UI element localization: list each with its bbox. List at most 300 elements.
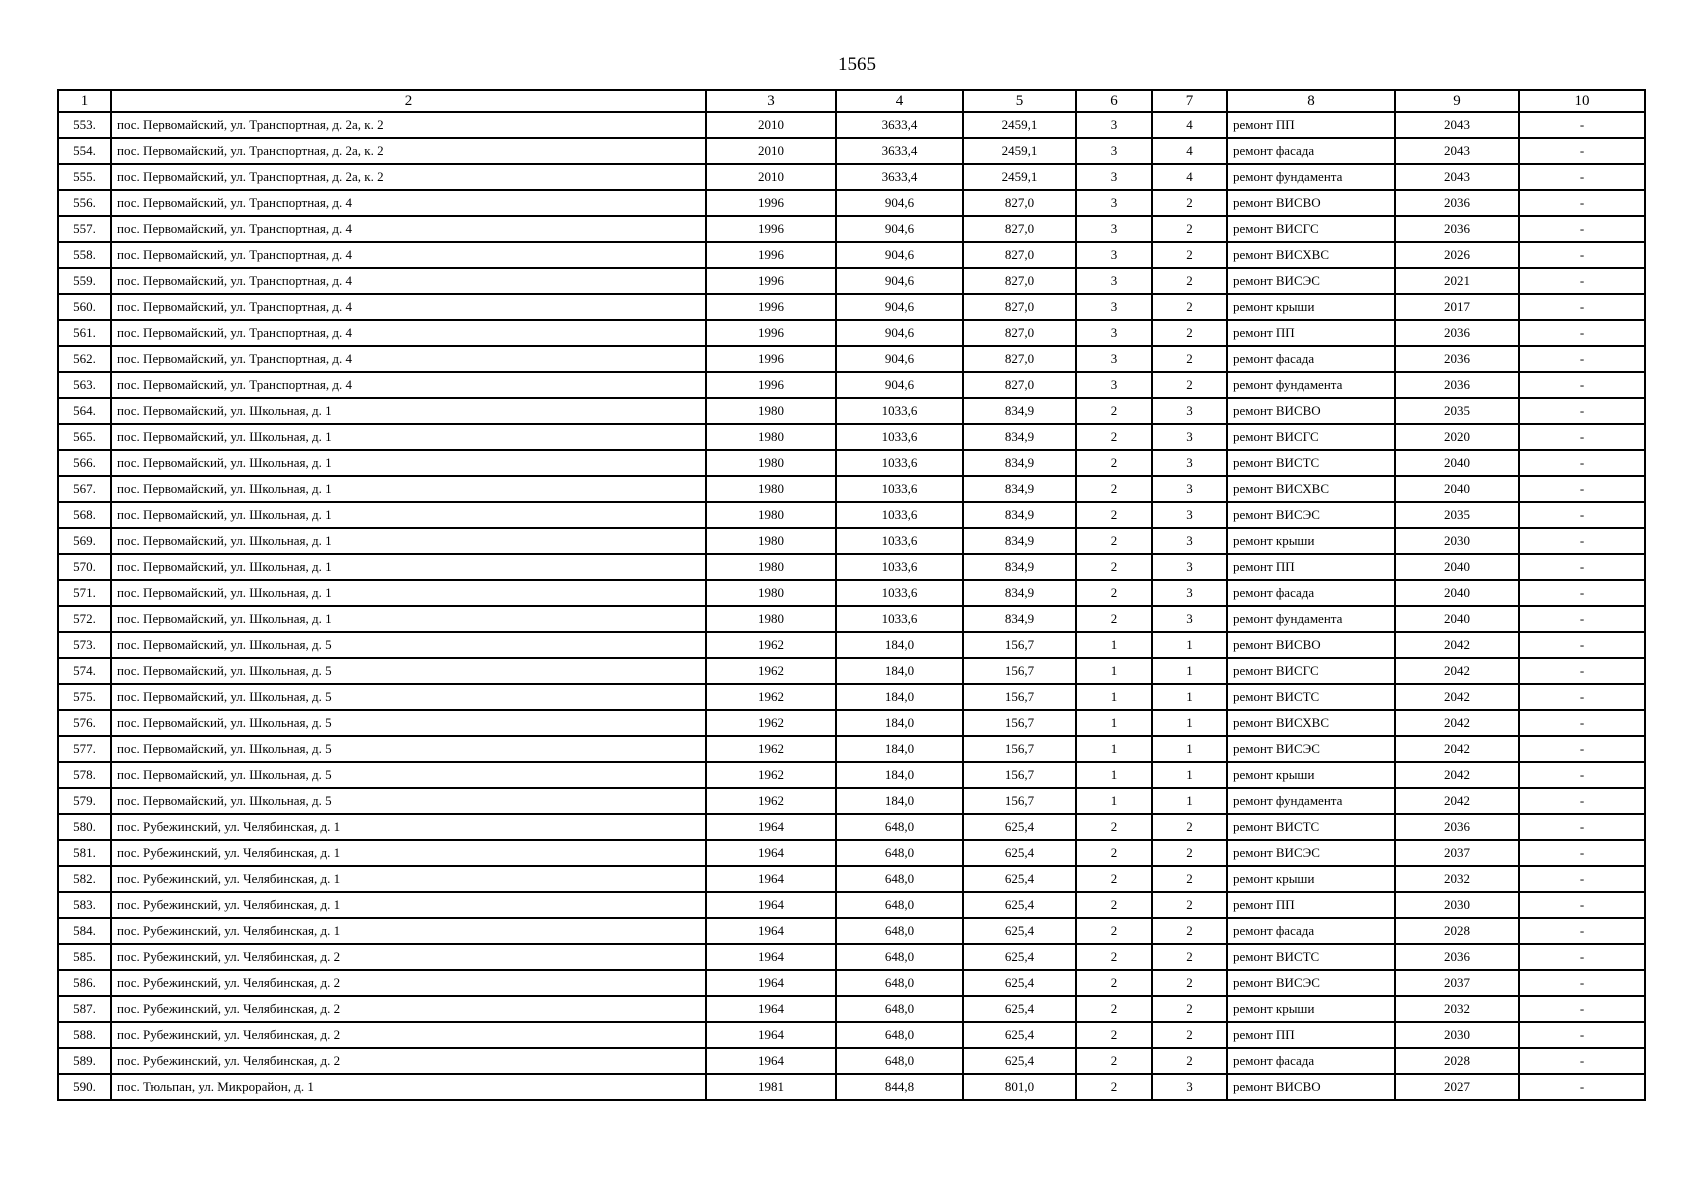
entrances-cell: 2 bbox=[1152, 242, 1227, 268]
row-number-cell: 560. bbox=[58, 294, 111, 320]
row-number-cell: 557. bbox=[58, 216, 111, 242]
planned-year-cell: 2042 bbox=[1395, 684, 1519, 710]
row-number-cell: 553. bbox=[58, 112, 111, 138]
row-number-cell: 581. bbox=[58, 840, 111, 866]
note-cell: - bbox=[1519, 424, 1645, 450]
column-header-8: 8 bbox=[1227, 90, 1395, 112]
address-cell: пос. Первомайский, ул. Школьная, д. 5 bbox=[111, 632, 706, 658]
total-area-cell: 1033,6 bbox=[836, 424, 963, 450]
floors-cell: 3 bbox=[1076, 268, 1152, 294]
total-area-cell: 1033,6 bbox=[836, 476, 963, 502]
note-cell: - bbox=[1519, 632, 1645, 658]
living-area-cell: 625,4 bbox=[963, 1022, 1076, 1048]
year-built-cell: 1981 bbox=[706, 1074, 836, 1100]
table-row bbox=[58, 346, 1645, 372]
work-type-cell: ремонт фасада bbox=[1227, 346, 1395, 372]
living-area-cell: 156,7 bbox=[963, 710, 1076, 736]
total-area-cell: 3633,4 bbox=[836, 112, 963, 138]
address-cell: пос. Первомайский, ул. Школьная, д. 1 bbox=[111, 528, 706, 554]
note-cell: - bbox=[1519, 320, 1645, 346]
year-built-cell: 1996 bbox=[706, 242, 836, 268]
row-number-cell: 562. bbox=[58, 346, 111, 372]
planned-year-cell: 2037 bbox=[1395, 970, 1519, 996]
note-cell: - bbox=[1519, 554, 1645, 580]
address-cell: пос. Рубежинский, ул. Челябинская, д. 1 bbox=[111, 814, 706, 840]
year-built-cell: 1964 bbox=[706, 1048, 836, 1074]
living-area-cell: 156,7 bbox=[963, 788, 1076, 814]
note-cell: - bbox=[1519, 1022, 1645, 1048]
total-area-cell: 184,0 bbox=[836, 710, 963, 736]
row-number-cell: 588. bbox=[58, 1022, 111, 1048]
address-cell: пос. Первомайский, ул. Транспортная, д. 2а, к. 2 bbox=[111, 164, 706, 190]
work-type-cell: ремонт крыши bbox=[1227, 528, 1395, 554]
total-area-cell: 648,0 bbox=[836, 1022, 963, 1048]
planned-year-cell: 2027 bbox=[1395, 1074, 1519, 1100]
address-cell: пос. Тюльпан, ул. Микрорайон, д. 1 bbox=[111, 1074, 706, 1100]
living-area-cell: 827,0 bbox=[963, 320, 1076, 346]
living-area-cell: 2459,1 bbox=[963, 112, 1076, 138]
entrances-cell: 3 bbox=[1152, 554, 1227, 580]
note-cell: - bbox=[1519, 242, 1645, 268]
year-built-cell: 1996 bbox=[706, 372, 836, 398]
entrances-cell: 3 bbox=[1152, 606, 1227, 632]
table-row bbox=[58, 294, 1645, 320]
table-row bbox=[58, 996, 1645, 1022]
table-row bbox=[58, 918, 1645, 944]
entrances-cell: 2 bbox=[1152, 840, 1227, 866]
planned-year-cell: 2043 bbox=[1395, 112, 1519, 138]
year-built-cell: 1996 bbox=[706, 294, 836, 320]
note-cell: - bbox=[1519, 164, 1645, 190]
planned-year-cell: 2036 bbox=[1395, 944, 1519, 970]
floors-cell: 2 bbox=[1076, 840, 1152, 866]
floors-cell: 2 bbox=[1076, 528, 1152, 554]
header-row bbox=[58, 90, 1645, 112]
living-area-cell: 834,9 bbox=[963, 450, 1076, 476]
work-type-cell: ремонт ВИСЭС bbox=[1227, 502, 1395, 528]
entrances-cell: 3 bbox=[1152, 476, 1227, 502]
table-row bbox=[58, 242, 1645, 268]
column-header-4: 4 bbox=[836, 90, 963, 112]
entrances-cell: 2 bbox=[1152, 320, 1227, 346]
column-header-7: 7 bbox=[1152, 90, 1227, 112]
total-area-cell: 3633,4 bbox=[836, 138, 963, 164]
total-area-cell: 184,0 bbox=[836, 736, 963, 762]
total-area-cell: 1033,6 bbox=[836, 450, 963, 476]
planned-year-cell: 2042 bbox=[1395, 632, 1519, 658]
note-cell: - bbox=[1519, 216, 1645, 242]
floors-cell: 2 bbox=[1076, 502, 1152, 528]
work-type-cell: ремонт фундамента bbox=[1227, 372, 1395, 398]
total-area-cell: 904,6 bbox=[836, 372, 963, 398]
floors-cell: 2 bbox=[1076, 1048, 1152, 1074]
living-area-cell: 625,4 bbox=[963, 918, 1076, 944]
note-cell: - bbox=[1519, 710, 1645, 736]
floors-cell: 2 bbox=[1076, 424, 1152, 450]
table-row bbox=[58, 658, 1645, 684]
table-row bbox=[58, 450, 1645, 476]
table-row bbox=[58, 736, 1645, 762]
row-number-cell: 577. bbox=[58, 736, 111, 762]
total-area-cell: 1033,6 bbox=[836, 580, 963, 606]
address-cell: пос. Первомайский, ул. Транспортная, д. 4 bbox=[111, 372, 706, 398]
table-row bbox=[58, 190, 1645, 216]
planned-year-cell: 2037 bbox=[1395, 840, 1519, 866]
work-type-cell: ремонт ВИСВО bbox=[1227, 1074, 1395, 1100]
table-row bbox=[58, 970, 1645, 996]
entrances-cell: 1 bbox=[1152, 788, 1227, 814]
floors-cell: 2 bbox=[1076, 1074, 1152, 1100]
total-area-cell: 1033,6 bbox=[836, 554, 963, 580]
address-cell: пос. Рубежинский, ул. Челябинская, д. 2 bbox=[111, 1022, 706, 1048]
column-header-10: 10 bbox=[1519, 90, 1645, 112]
floors-cell: 3 bbox=[1076, 242, 1152, 268]
total-area-cell: 648,0 bbox=[836, 814, 963, 840]
floors-cell: 3 bbox=[1076, 320, 1152, 346]
work-type-cell: ремонт крыши bbox=[1227, 294, 1395, 320]
address-cell: пос. Первомайский, ул. Школьная, д. 1 bbox=[111, 580, 706, 606]
table-row bbox=[58, 372, 1645, 398]
note-cell: - bbox=[1519, 684, 1645, 710]
planned-year-cell: 2030 bbox=[1395, 892, 1519, 918]
planned-year-cell: 2040 bbox=[1395, 554, 1519, 580]
planned-year-cell: 2026 bbox=[1395, 242, 1519, 268]
planned-year-cell: 2040 bbox=[1395, 606, 1519, 632]
planned-year-cell: 2035 bbox=[1395, 502, 1519, 528]
living-area-cell: 156,7 bbox=[963, 736, 1076, 762]
table-row bbox=[58, 398, 1645, 424]
entrances-cell: 4 bbox=[1152, 112, 1227, 138]
table-row bbox=[58, 840, 1645, 866]
note-cell: - bbox=[1519, 294, 1645, 320]
column-header-1: 1 bbox=[58, 90, 111, 112]
total-area-cell: 904,6 bbox=[836, 346, 963, 372]
row-number-cell: 554. bbox=[58, 138, 111, 164]
planned-year-cell: 2036 bbox=[1395, 320, 1519, 346]
total-area-cell: 648,0 bbox=[836, 944, 963, 970]
living-area-cell: 834,9 bbox=[963, 502, 1076, 528]
entrances-cell: 2 bbox=[1152, 866, 1227, 892]
work-type-cell: ремонт ВИСЭС bbox=[1227, 840, 1395, 866]
table-row bbox=[58, 476, 1645, 502]
table-row bbox=[58, 632, 1645, 658]
total-area-cell: 1033,6 bbox=[836, 398, 963, 424]
entrances-cell: 2 bbox=[1152, 346, 1227, 372]
row-number-cell: 583. bbox=[58, 892, 111, 918]
work-type-cell: ремонт ПП bbox=[1227, 112, 1395, 138]
entrances-cell: 1 bbox=[1152, 736, 1227, 762]
floors-cell: 2 bbox=[1076, 554, 1152, 580]
note-cell: - bbox=[1519, 398, 1645, 424]
year-built-cell: 1964 bbox=[706, 970, 836, 996]
living-area-cell: 827,0 bbox=[963, 216, 1076, 242]
row-number-cell: 590. bbox=[58, 1074, 111, 1100]
floors-cell: 1 bbox=[1076, 762, 1152, 788]
living-area-cell: 834,9 bbox=[963, 424, 1076, 450]
living-area-cell: 827,0 bbox=[963, 268, 1076, 294]
table-row bbox=[58, 1022, 1645, 1048]
row-number-cell: 570. bbox=[58, 554, 111, 580]
total-area-cell: 904,6 bbox=[836, 242, 963, 268]
total-area-cell: 904,6 bbox=[836, 216, 963, 242]
planned-year-cell: 2036 bbox=[1395, 216, 1519, 242]
table-row bbox=[58, 788, 1645, 814]
table-row bbox=[58, 866, 1645, 892]
row-number-cell: 564. bbox=[58, 398, 111, 424]
planned-year-cell: 2036 bbox=[1395, 346, 1519, 372]
entrances-cell: 3 bbox=[1152, 398, 1227, 424]
floors-cell: 2 bbox=[1076, 918, 1152, 944]
work-type-cell: ремонт ПП bbox=[1227, 320, 1395, 346]
year-built-cell: 1980 bbox=[706, 450, 836, 476]
year-built-cell: 2010 bbox=[706, 138, 836, 164]
page-number: 1565 bbox=[838, 54, 876, 75]
planned-year-cell: 2028 bbox=[1395, 1048, 1519, 1074]
planned-year-cell: 2036 bbox=[1395, 372, 1519, 398]
entrances-cell: 2 bbox=[1152, 268, 1227, 294]
floors-cell: 1 bbox=[1076, 658, 1152, 684]
year-built-cell: 1980 bbox=[706, 502, 836, 528]
living-area-cell: 625,4 bbox=[963, 814, 1076, 840]
entrances-cell: 2 bbox=[1152, 216, 1227, 242]
total-area-cell: 904,6 bbox=[836, 268, 963, 294]
address-cell: пос. Первомайский, ул. Школьная, д. 1 bbox=[111, 606, 706, 632]
year-built-cell: 1996 bbox=[706, 320, 836, 346]
row-number-cell: 571. bbox=[58, 580, 111, 606]
year-built-cell: 1964 bbox=[706, 814, 836, 840]
work-type-cell: ремонт фасада bbox=[1227, 580, 1395, 606]
planned-year-cell: 2042 bbox=[1395, 736, 1519, 762]
work-type-cell: ремонт ВИСТС bbox=[1227, 450, 1395, 476]
year-built-cell: 1980 bbox=[706, 398, 836, 424]
table-row bbox=[58, 138, 1645, 164]
address-cell: пос. Первомайский, ул. Транспортная, д. 4 bbox=[111, 216, 706, 242]
table-row bbox=[58, 1074, 1645, 1100]
note-cell: - bbox=[1519, 866, 1645, 892]
living-area-cell: 625,4 bbox=[963, 944, 1076, 970]
living-area-cell: 834,9 bbox=[963, 476, 1076, 502]
note-cell: - bbox=[1519, 996, 1645, 1022]
work-type-cell: ремонт ВИСЭС bbox=[1227, 736, 1395, 762]
work-type-cell: ремонт ВИСТС bbox=[1227, 684, 1395, 710]
note-cell: - bbox=[1519, 450, 1645, 476]
entrances-cell: 2 bbox=[1152, 814, 1227, 840]
row-number-cell: 566. bbox=[58, 450, 111, 476]
note-cell: - bbox=[1519, 814, 1645, 840]
work-type-cell: ремонт фасада bbox=[1227, 918, 1395, 944]
address-cell: пос. Рубежинский, ул. Челябинская, д. 2 bbox=[111, 944, 706, 970]
table-body bbox=[58, 112, 1645, 1100]
living-area-cell: 834,9 bbox=[963, 554, 1076, 580]
row-number-cell: 582. bbox=[58, 866, 111, 892]
total-area-cell: 904,6 bbox=[836, 294, 963, 320]
note-cell: - bbox=[1519, 736, 1645, 762]
year-built-cell: 2010 bbox=[706, 164, 836, 190]
living-area-cell: 834,9 bbox=[963, 528, 1076, 554]
total-area-cell: 904,6 bbox=[836, 190, 963, 216]
work-type-cell: ремонт фундамента bbox=[1227, 788, 1395, 814]
note-cell: - bbox=[1519, 372, 1645, 398]
address-cell: пос. Рубежинский, ул. Челябинская, д. 2 bbox=[111, 970, 706, 996]
address-cell: пос. Первомайский, ул. Транспортная, д. 2а, к. 2 bbox=[111, 112, 706, 138]
entrances-cell: 3 bbox=[1152, 502, 1227, 528]
planned-year-cell: 2042 bbox=[1395, 762, 1519, 788]
planned-year-cell: 2040 bbox=[1395, 476, 1519, 502]
work-type-cell: ремонт ВИСГС bbox=[1227, 424, 1395, 450]
year-built-cell: 1996 bbox=[706, 190, 836, 216]
entrances-cell: 4 bbox=[1152, 138, 1227, 164]
address-cell: пос. Первомайский, ул. Транспортная, д. 4 bbox=[111, 268, 706, 294]
year-built-cell: 1964 bbox=[706, 944, 836, 970]
address-cell: пос. Первомайский, ул. Школьная, д. 5 bbox=[111, 736, 706, 762]
row-number-cell: 584. bbox=[58, 918, 111, 944]
table-row bbox=[58, 606, 1645, 632]
note-cell: - bbox=[1519, 970, 1645, 996]
address-cell: пос. Рубежинский, ул. Челябинская, д. 2 bbox=[111, 1048, 706, 1074]
floors-cell: 2 bbox=[1076, 606, 1152, 632]
address-cell: пос. Первомайский, ул. Транспортная, д. 4 bbox=[111, 190, 706, 216]
floors-cell: 3 bbox=[1076, 112, 1152, 138]
row-number-cell: 555. bbox=[58, 164, 111, 190]
planned-year-cell: 2032 bbox=[1395, 996, 1519, 1022]
year-built-cell: 1980 bbox=[706, 606, 836, 632]
work-type-cell: ремонт фасада bbox=[1227, 138, 1395, 164]
entrances-cell: 3 bbox=[1152, 1074, 1227, 1100]
address-cell: пос. Рубежинский, ул. Челябинская, д. 1 bbox=[111, 918, 706, 944]
year-built-cell: 1980 bbox=[706, 554, 836, 580]
row-number-cell: 572. bbox=[58, 606, 111, 632]
living-area-cell: 156,7 bbox=[963, 658, 1076, 684]
floors-cell: 3 bbox=[1076, 346, 1152, 372]
total-area-cell: 184,0 bbox=[836, 684, 963, 710]
work-type-cell: ремонт крыши bbox=[1227, 996, 1395, 1022]
planned-year-cell: 2036 bbox=[1395, 814, 1519, 840]
table-row bbox=[58, 112, 1645, 138]
table-row bbox=[58, 268, 1645, 294]
work-type-cell: ремонт крыши bbox=[1227, 762, 1395, 788]
address-cell: пос. Первомайский, ул. Школьная, д. 1 bbox=[111, 476, 706, 502]
planned-year-cell: 2035 bbox=[1395, 398, 1519, 424]
total-area-cell: 904,6 bbox=[836, 320, 963, 346]
living-area-cell: 827,0 bbox=[963, 372, 1076, 398]
planned-year-cell: 2040 bbox=[1395, 580, 1519, 606]
note-cell: - bbox=[1519, 840, 1645, 866]
work-type-cell: ремонт крыши bbox=[1227, 866, 1395, 892]
living-area-cell: 625,4 bbox=[963, 1048, 1076, 1074]
row-number-cell: 563. bbox=[58, 372, 111, 398]
living-area-cell: 2459,1 bbox=[963, 164, 1076, 190]
address-cell: пос. Первомайский, ул. Школьная, д. 5 bbox=[111, 710, 706, 736]
repair-registry-table bbox=[57, 89, 1646, 1101]
address-cell: пос. Первомайский, ул. Школьная, д. 5 bbox=[111, 684, 706, 710]
living-area-cell: 801,0 bbox=[963, 1074, 1076, 1100]
planned-year-cell: 2017 bbox=[1395, 294, 1519, 320]
floors-cell: 3 bbox=[1076, 294, 1152, 320]
living-area-cell: 834,9 bbox=[963, 398, 1076, 424]
table-header bbox=[58, 90, 1645, 112]
table-row bbox=[58, 424, 1645, 450]
entrances-cell: 3 bbox=[1152, 580, 1227, 606]
total-area-cell: 184,0 bbox=[836, 762, 963, 788]
year-built-cell: 1996 bbox=[706, 346, 836, 372]
floors-cell: 1 bbox=[1076, 710, 1152, 736]
living-area-cell: 625,4 bbox=[963, 866, 1076, 892]
year-built-cell: 1962 bbox=[706, 684, 836, 710]
floors-cell: 2 bbox=[1076, 450, 1152, 476]
total-area-cell: 1033,6 bbox=[836, 606, 963, 632]
work-type-cell: ремонт ВИСХВС bbox=[1227, 242, 1395, 268]
year-built-cell: 1980 bbox=[706, 424, 836, 450]
row-number-cell: 559. bbox=[58, 268, 111, 294]
planned-year-cell: 2043 bbox=[1395, 138, 1519, 164]
column-header-6: 6 bbox=[1076, 90, 1152, 112]
year-built-cell: 1964 bbox=[706, 996, 836, 1022]
total-area-cell: 648,0 bbox=[836, 840, 963, 866]
total-area-cell: 648,0 bbox=[836, 1048, 963, 1074]
row-number-cell: 565. bbox=[58, 424, 111, 450]
entrances-cell: 4 bbox=[1152, 164, 1227, 190]
living-area-cell: 827,0 bbox=[963, 294, 1076, 320]
work-type-cell: ремонт ВИСГС bbox=[1227, 658, 1395, 684]
entrances-cell: 2 bbox=[1152, 1048, 1227, 1074]
planned-year-cell: 2030 bbox=[1395, 1022, 1519, 1048]
floors-cell: 3 bbox=[1076, 190, 1152, 216]
note-cell: - bbox=[1519, 190, 1645, 216]
table-row bbox=[58, 762, 1645, 788]
note-cell: - bbox=[1519, 658, 1645, 684]
entrances-cell: 2 bbox=[1152, 892, 1227, 918]
row-number-cell: 579. bbox=[58, 788, 111, 814]
table-row bbox=[58, 892, 1645, 918]
floors-cell: 2 bbox=[1076, 1022, 1152, 1048]
total-area-cell: 844,8 bbox=[836, 1074, 963, 1100]
address-cell: пос. Первомайский, ул. Школьная, д. 1 bbox=[111, 450, 706, 476]
entrances-cell: 1 bbox=[1152, 762, 1227, 788]
note-cell: - bbox=[1519, 346, 1645, 372]
planned-year-cell: 2020 bbox=[1395, 424, 1519, 450]
entrances-cell: 3 bbox=[1152, 528, 1227, 554]
note-cell: - bbox=[1519, 138, 1645, 164]
planned-year-cell: 2042 bbox=[1395, 788, 1519, 814]
entrances-cell: 3 bbox=[1152, 424, 1227, 450]
note-cell: - bbox=[1519, 528, 1645, 554]
total-area-cell: 648,0 bbox=[836, 866, 963, 892]
work-type-cell: ремонт ВИСЭС bbox=[1227, 268, 1395, 294]
row-number-cell: 586. bbox=[58, 970, 111, 996]
total-area-cell: 1033,6 bbox=[836, 502, 963, 528]
year-built-cell: 1964 bbox=[706, 892, 836, 918]
floors-cell: 2 bbox=[1076, 970, 1152, 996]
address-cell: пос. Первомайский, ул. Транспортная, д. 4 bbox=[111, 294, 706, 320]
table-row bbox=[58, 554, 1645, 580]
total-area-cell: 3633,4 bbox=[836, 164, 963, 190]
address-cell: пос. Первомайский, ул. Транспортная, д. 2а, к. 2 bbox=[111, 138, 706, 164]
floors-cell: 3 bbox=[1076, 164, 1152, 190]
column-header-3: 3 bbox=[706, 90, 836, 112]
planned-year-cell: 2040 bbox=[1395, 450, 1519, 476]
note-cell: - bbox=[1519, 918, 1645, 944]
address-cell: пос. Первомайский, ул. Школьная, д. 1 bbox=[111, 398, 706, 424]
planned-year-cell: 2042 bbox=[1395, 658, 1519, 684]
entrances-cell: 2 bbox=[1152, 970, 1227, 996]
year-built-cell: 1996 bbox=[706, 268, 836, 294]
total-area-cell: 1033,6 bbox=[836, 528, 963, 554]
note-cell: - bbox=[1519, 268, 1645, 294]
entrances-cell: 1 bbox=[1152, 710, 1227, 736]
address-cell: пос. Первомайский, ул. Транспортная, д. 4 bbox=[111, 320, 706, 346]
address-cell: пос. Рубежинский, ул. Челябинская, д. 1 bbox=[111, 866, 706, 892]
year-built-cell: 1962 bbox=[706, 736, 836, 762]
